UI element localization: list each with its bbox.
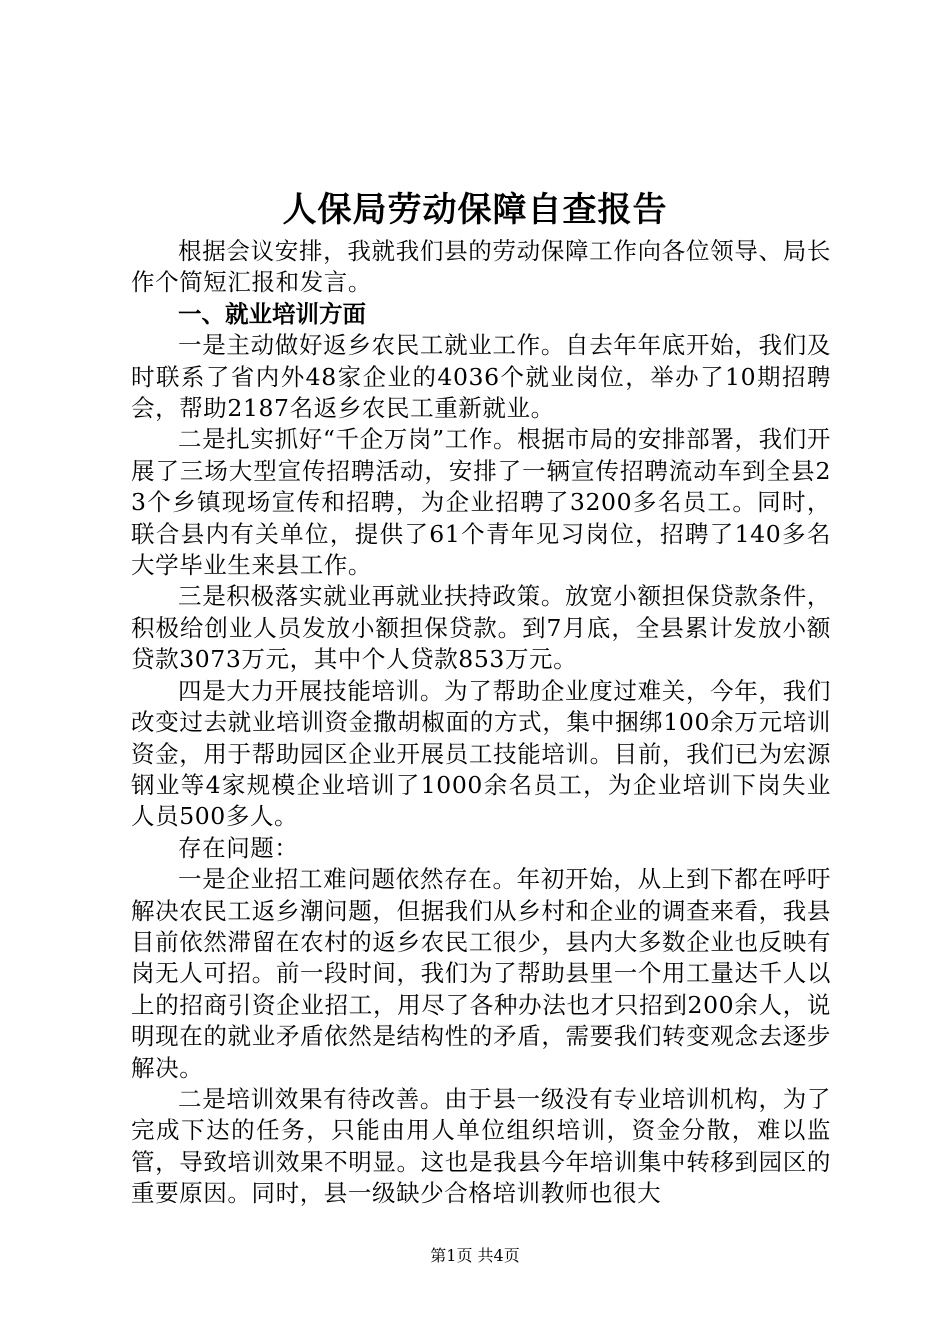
paragraph-problems-label: 存在问题： (178, 833, 299, 862)
paragraph-item-4: 四是大力开展技能培训。为了帮助企业度过难关，今年，我们改变过去就业培训资金撒胡椒面的方式，集中捆绑100余万元培训资金，用于帮助园区企业开展员工技能培训。目前，我们已为宏源钢业等4家规模企业培训了1000余名员工，为企业培训下岗失业人员500多人。 (131, 676, 831, 831)
paragraph-intro: 根据会议安排，我就我们县的劳动保障工作向各位领导、局长作个简短汇报和发言。 (131, 237, 831, 297)
document-body (131, 236, 831, 1210)
section-heading-employment-training: 一、就业培训方面 (178, 299, 366, 328)
paragraph-item-2: 二是扎实抓好“千企万岗”工作。根据市局的安排部署，我们开展了三场大型宣传招聘活动，安排了一辆宣传招聘流动车到全县23个乡镇现场宣传和招聘，为企业招聘了3200多名员工。同时，联合县内有关单位，提供了61个青年见习岗位，招聘了140多名大学毕业生来县工作。 (131, 425, 831, 580)
paragraph-item-3: 三是积极落实就业再就业扶持政策。放宽小额担保贷款条件，积极给创业人员发放小额担保贷款。到7月底，全县累计发放小额贷款3073万元，其中个人贷款853万元。 (131, 582, 831, 674)
page-footer: 第1页 共4页 (430, 1246, 520, 1265)
paragraph-problem-2: 二是培训效果有待改善。由于县一级没有专业培训机构，为了完成下达的任务，只能由用人单位组织培训，资金分散，难以监管，导致培训效果不明显。这也是我县今年培训集中转移到园区的重要原因。同时，县一级缺少合格培训教师也很大 (131, 1084, 831, 1208)
document-title: 人保局劳动保障自查报告 (282, 190, 668, 230)
paragraph-problem-1: 一是企业招工难问题依然存在。年初开始，从上到下都在呼吁解决农民工返乡潮问题，但据我们从乡村和企业的调查来看，我县目前依然滞留在农村的返乡农民工很少，县内大多数企业也反映有岗无人可招。前一段时间，我们为了帮助县里一个用工量达千人以上的招商引资企业招工，用尽了各种办法也才只招到200余人，说明现在的就业矛盾依然是结构性的矛盾，需要我们转变观念去逐步解决。 (131, 865, 831, 1082)
paragraph-item-1: 一是主动做好返乡农民工就业工作。自去年年底开始，我们及时联系了省内外48家企业的4036个就业岗位，举办了10期招聘会，帮助2187名返乡农民工重新就业。 (131, 331, 831, 423)
